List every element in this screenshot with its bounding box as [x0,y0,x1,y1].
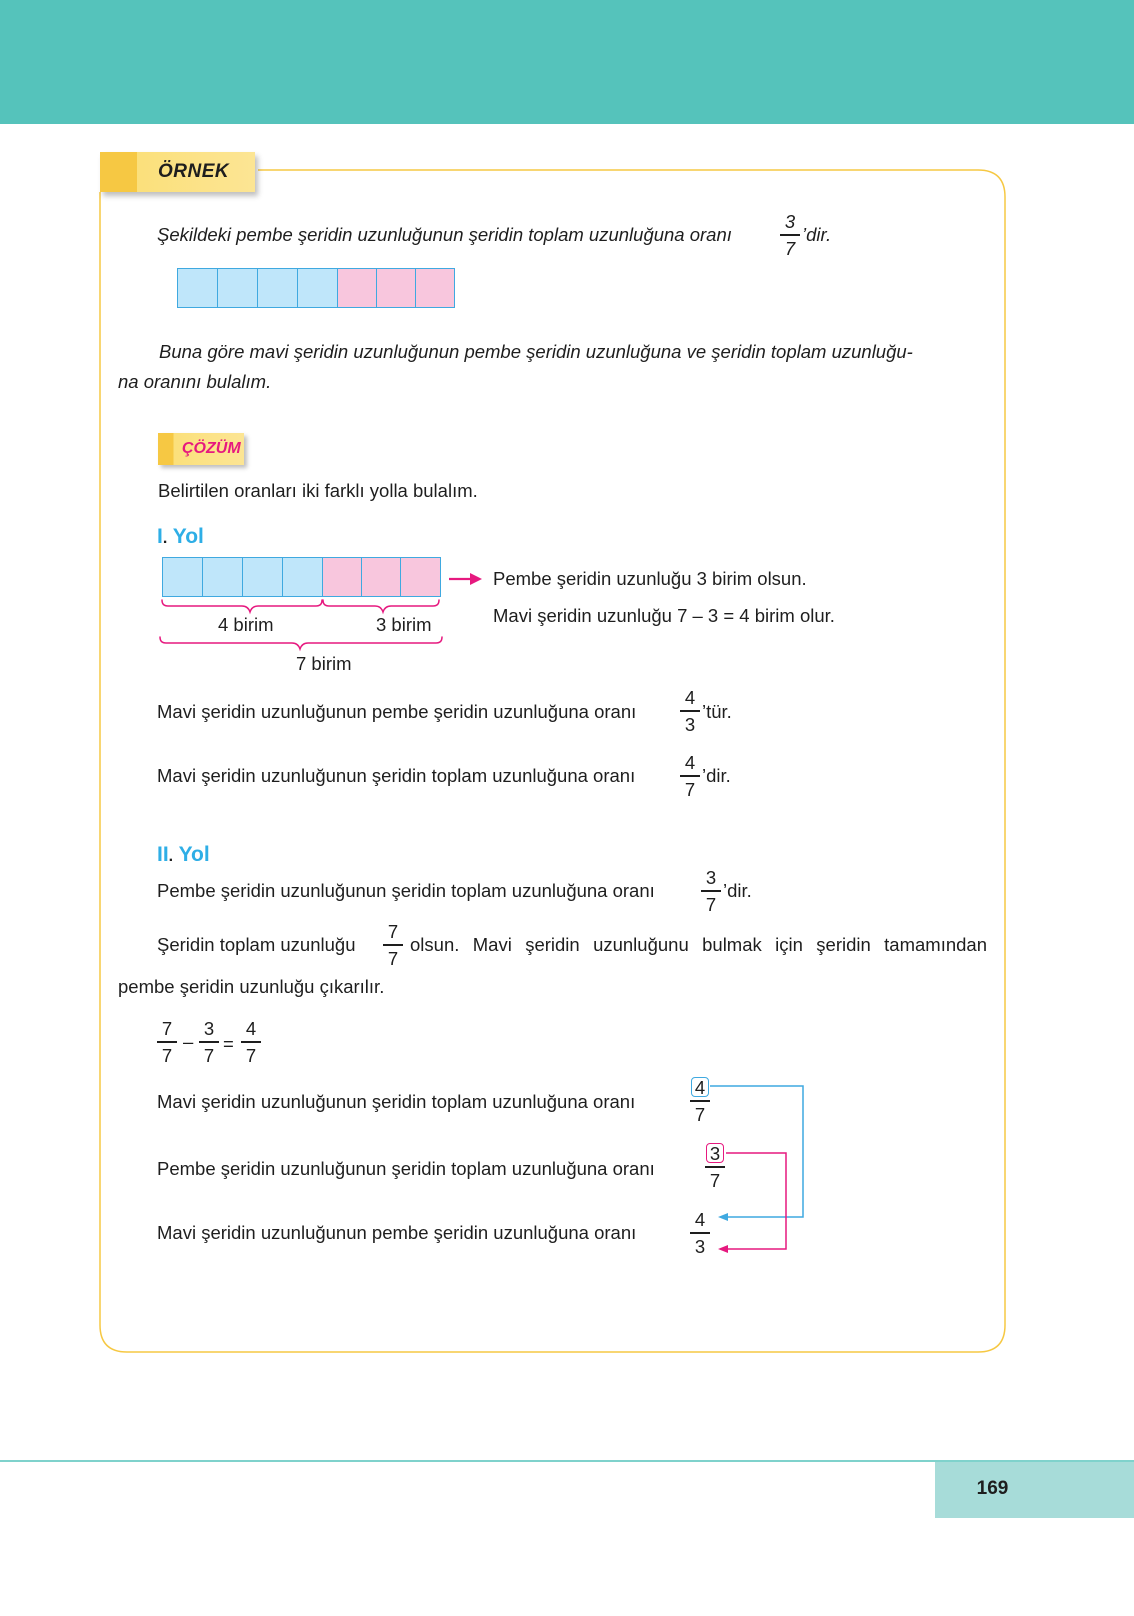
boxed-numerator-pink: 3 [706,1143,724,1163]
way2-line2-fraction: 7 7 [381,922,405,969]
way1-ratio1-suffix: ’tür. [702,701,732,722]
summary-ratio1-fraction: $\frac{4}{7}$ [688,1077,712,1125]
way1-ratio2-suffix: ’dir. [702,765,731,786]
blue-length-label: 4 birim [218,614,274,635]
way1-title: I. Yol [157,525,204,548]
summary-ratio1-text: Mavi şeridin uzunluğunun şeridin toplam uzunluğuna oranı [157,1091,636,1112]
summary-ratio2-text: Pembe şeridin uzunluğunun şeridin toplam uzunluğuna oranı [157,1158,655,1179]
summary-ratio3-text: Mavi şeridin uzunluğunun pembe şeridin uzunluğuna oranı [157,1222,637,1243]
pink-length-label: 3 birim [376,614,432,635]
way2-line2-suffix: olsun. Mavi şeridin uzunluğunu bulmak için şeridin tamamından [410,934,987,955]
boxed-numerator-blue: 4 [691,1077,709,1097]
eq-fraction-c: 4 7 [239,1019,263,1066]
way2-line1-suffix: ’dir. [723,880,752,901]
way1-note2: Mavi şeridin uzunluğu 7 – 3 = 4 birim olur. [493,605,835,626]
eq-minus: – [183,1031,194,1052]
page-number: 169 [976,1478,1009,1499]
eq-fraction-a: 7 7 [155,1019,179,1066]
problem-fraction: 3 7 [778,212,802,259]
way2-line1-text: Pembe şeridin uzunluğunun şeridin toplam uzunluğuna oranı [157,880,655,901]
solution-intro: Belirtilen oranları iki farklı yolla bulalım. [158,480,478,501]
way2-line2-prefix: Şeridin toplam uzunluğu [157,934,356,955]
problem-line1-suffix: ’dir. [802,224,832,245]
way1-note1: Pembe şeridin uzunluğu 3 birim olsun. [493,568,807,589]
way1-ratio1-text: Mavi şeridin uzunluğunun pembe şeridin uzunluğuna oranı [157,701,637,722]
way1-ratio2-fraction: 4 7 [678,753,702,800]
eq-equals: = [223,1033,234,1054]
solution-label: ÇÖZÜM [182,440,241,457]
problem-line1: Şekildeki pembe şeridin uzunluğunun şeridin toplam uzunluğuna oranı [157,224,732,245]
summary-ratio2-fraction: $\frac{3}{7}$ [703,1143,727,1191]
total-length-label: 7 birim [296,653,352,674]
example-label: ÖRNEK [158,161,230,182]
question-line2: na oranını bulalım. [118,371,272,392]
way1-ratio1-fraction: 4 3 [678,688,702,735]
summary-ratio3-fraction: 4 3 [688,1210,712,1257]
way2-line1-fraction: 3 7 [699,868,723,915]
question-line1: Buna göre mavi şeridin uzunluğunun pembe şeridin uzunluğuna ve şeridin toplam uzunluğu- [159,341,913,362]
way2-line3: pembe şeridin uzunluğu çıkarılır. [118,976,385,997]
eq-fraction-b: 3 7 [197,1019,221,1066]
way1-ratio2-text: Mavi şeridin uzunluğunun şeridin toplam uzunluğuna oranı [157,765,636,786]
way2-title: II. Yol [157,843,210,866]
